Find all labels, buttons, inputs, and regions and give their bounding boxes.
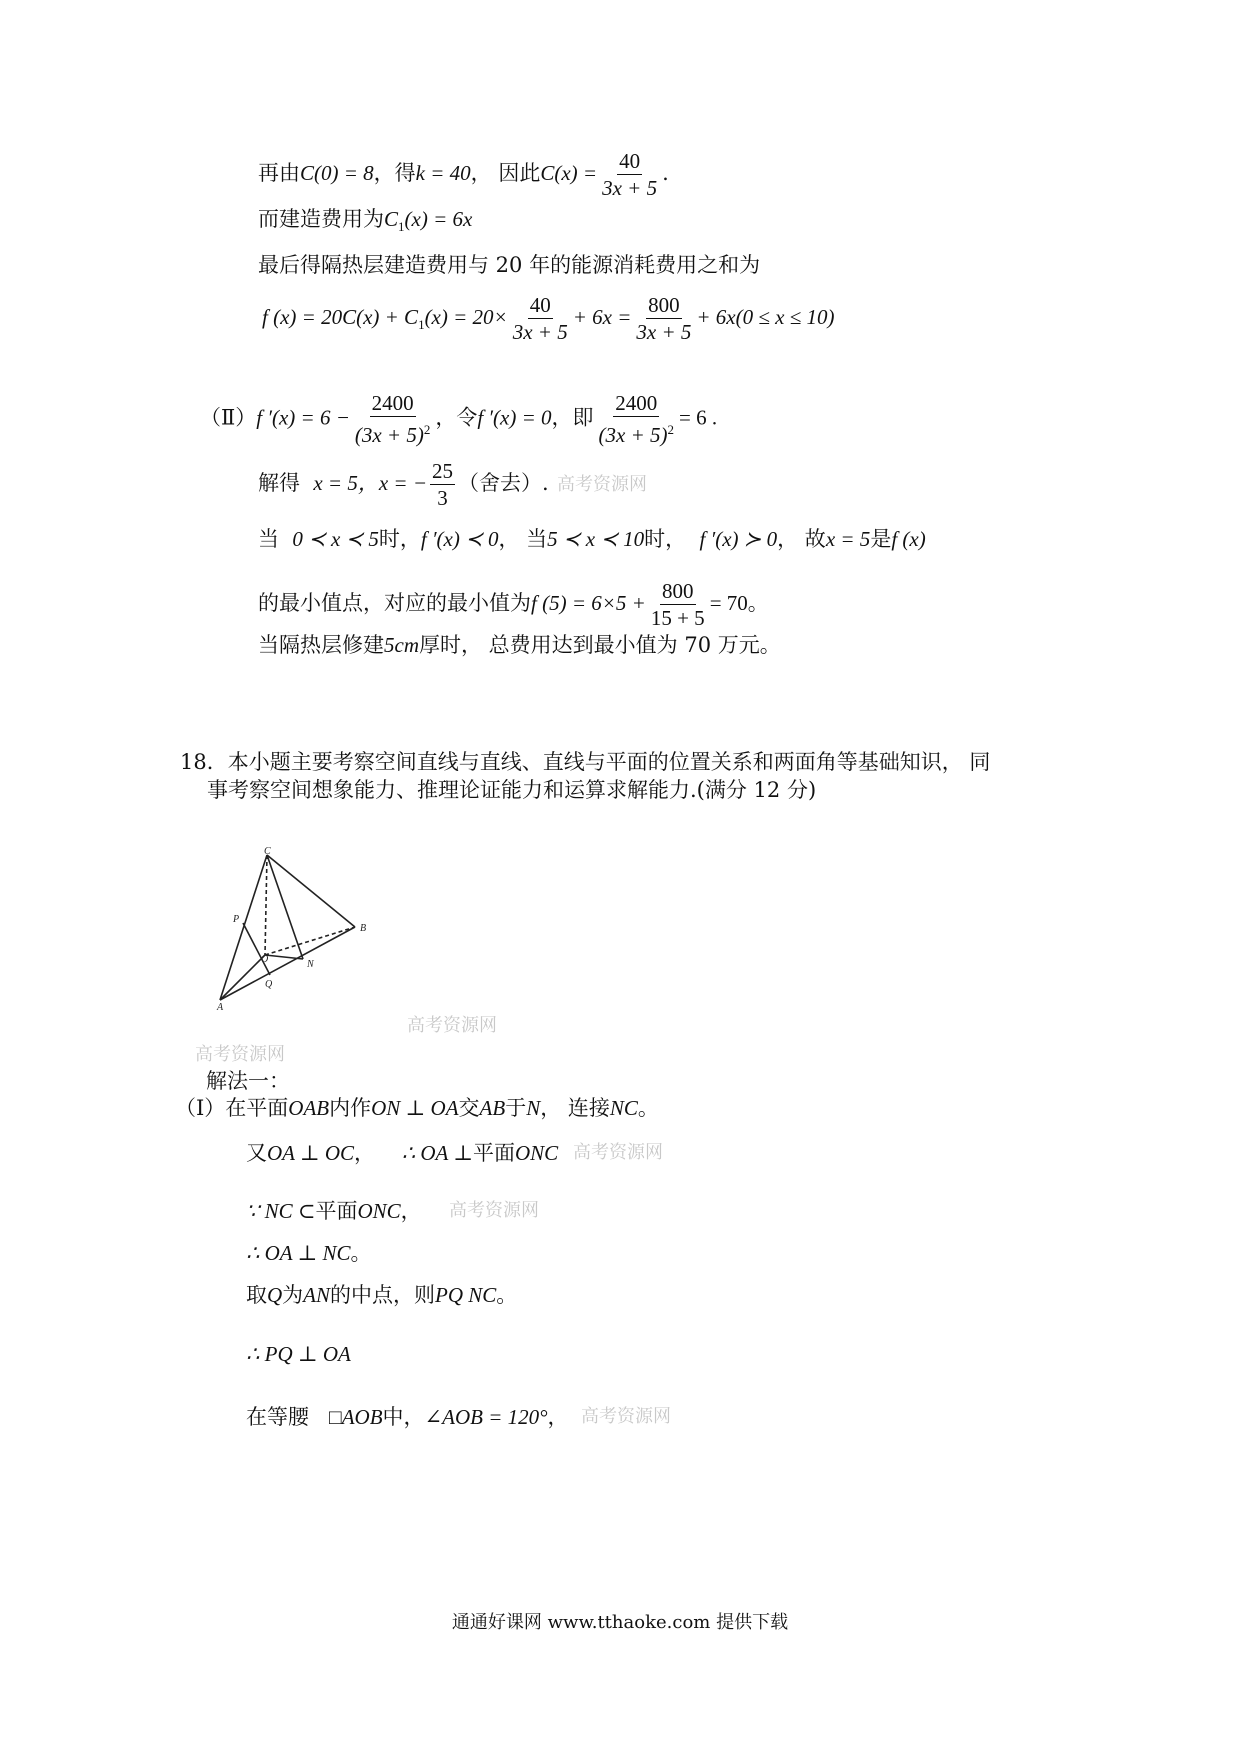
- page-footer: 通通好课网 www.tthaoke.com 提供下载: [451, 1612, 789, 1633]
- fraction: $\frac{40}{3x + 5}$: [602, 149, 658, 200]
- watermark: 高考资源网: [449, 1200, 539, 1221]
- label-A: A: [217, 1002, 224, 1013]
- watermark: 高考资源网: [407, 1015, 497, 1036]
- eq-part2-line-3: 当 0 ≺ x ≺ 5时，f ′(x) ≺ 0， 当5 ≺ x ≺ 10时， f ′(x) ≻ 0， 故x = 5是f (x): [258, 527, 926, 551]
- solution-step-2: 又OA ⊥ OC， ∴ OA ⊥平面ONC: [246, 1141, 559, 1165]
- eq-part2-line-1: （Ⅱ）f ′(x) = 6 − $\frac{2400}{(3x + 5)^2}$ ，令f ′(x) = 0，即 $\frac{2400}{(3x + 5)^2}$ = 6 .: [200, 391, 718, 447]
- eq-part2-line-2: 解得 x = 5，x = − $\frac{25}{3}$ （舍去）.: [258, 459, 549, 510]
- label-P: P: [233, 914, 240, 925]
- eq-line-1: 再由C(0) = 8，得k = 40， 因此C(x) = $\frac{40}{3x + 5}$ .: [258, 149, 669, 200]
- question-18-line-2: 事考察空间想象能力、推理论证能力和运算求解能力.(满分 12 分): [207, 778, 817, 802]
- solution-step-5: 取Q为AN的中点，则PQ NC。: [246, 1283, 518, 1307]
- watermark: 高考资源网: [557, 474, 647, 495]
- fraction: $\frac{25}{3}$: [432, 459, 454, 510]
- text-part2-line-5: 当隔热层修建5cm厚时， 总费用达到最小值为 70 万元。: [258, 633, 781, 657]
- solution-method: 解法一：: [206, 1069, 290, 1093]
- label-Q: Q: [265, 979, 273, 990]
- solution-part1-line: （Ⅰ）在平面OAB内作ON ⊥ OA交AB于N， 连接NC。: [175, 1096, 659, 1120]
- label-N: N: [307, 959, 314, 970]
- watermark: 高考资源网: [195, 1044, 285, 1065]
- tetrahedron-figure: [205, 845, 385, 1015]
- fraction: $\frac{2400}{(3x + 5)^2}$: [354, 391, 431, 447]
- label-C: C: [264, 846, 271, 857]
- label-O: O: [261, 954, 269, 965]
- fraction: $\frac{40}{3x + 5}$: [512, 293, 568, 344]
- eq-line-4: f $(x) = 20C(x) + C_1(x) = 20\times$ $\frac{40}{3x + 5}$ + 6x = $\frac{800}{3x + 5}$ + 6x(0 ≤ x ≤ 10): [262, 293, 835, 344]
- eq-part2-line-4: 的最小值点，对应的最小值为f (5) = 6×5 + $\frac{800}{15 + 5}$ = 70。: [258, 579, 769, 630]
- solution-step-7: 在等腰 □AOB中，∠AOB = 120°，: [246, 1405, 569, 1429]
- solution-step-4: ∴ OA ⊥ NC。: [246, 1241, 372, 1265]
- text-line-3: 最后得隔热层建造费用与 20 年的能源消耗费用之和为: [258, 253, 761, 277]
- fraction: $\frac{800}{3x + 5}$: [636, 293, 692, 344]
- watermark: 高考资源网: [573, 1142, 663, 1163]
- question-18-line-1: 18．本小题主要考察空间直线与直线、直线与平面的位置关系和两面角等基础知识， 同: [180, 750, 991, 774]
- fraction: $\frac{800}{15 + 5}$: [650, 579, 705, 630]
- eq-line-2: 而建造费用为$C_1(x) = 6x$: [258, 207, 473, 235]
- solution-step-6: ∴ PQ ⊥ OA: [246, 1342, 351, 1366]
- solution-step-3: ∵ NC ⊂平面ONC，: [246, 1199, 422, 1223]
- fraction: $\frac{2400}{(3x + 5)^2}$: [598, 391, 674, 447]
- watermark: 高考资源网: [581, 1406, 671, 1427]
- label-B: B: [360, 923, 367, 934]
